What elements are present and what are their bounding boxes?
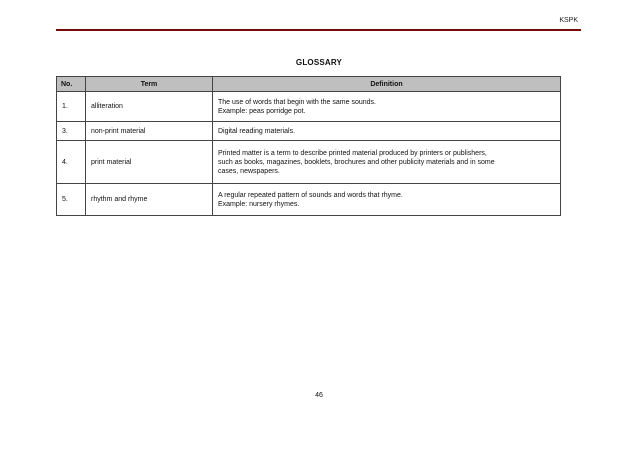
definition-line: A regular repeated pattern of sounds and words that rhyme. [218, 191, 403, 199]
header-rule [56, 29, 581, 31]
table-row [57, 92, 561, 122]
header-definition: Definition [213, 77, 561, 92]
glossary-table [56, 76, 561, 216]
header-term: Term [86, 77, 213, 92]
page-title: GLOSSARY [295, 58, 343, 67]
definition-line: The use of words that begin with the same sounds. [218, 98, 376, 106]
row-term: print material [86, 141, 213, 184]
row-definition [213, 92, 561, 122]
definition-line: cases, newspapers. [218, 167, 280, 175]
table-row [57, 141, 561, 184]
row-number: 4. [57, 141, 86, 184]
definition-line: Printed matter is a term to describe printed material produced by printers or publishers, [218, 149, 487, 157]
row-number: 3. [57, 122, 86, 141]
row-term: non-print material [86, 122, 213, 141]
definition-line: such as books, magazines, booklets, brochures and other publicity materials and in some [218, 158, 495, 166]
definition-line: Example: peas porridge pot. [218, 107, 306, 115]
row-term: alliteration [86, 92, 213, 122]
table-row [57, 122, 561, 141]
page-number: 46 [315, 392, 323, 399]
row-definition [213, 122, 561, 141]
header-code: KSPK [559, 17, 578, 24]
row-definition [213, 141, 561, 184]
table-row [57, 184, 561, 216]
header-no: No. [57, 77, 86, 92]
row-number: 5. [57, 184, 86, 216]
row-number: 1. [57, 92, 86, 122]
definition-line: Example: nursery rhymes. [218, 200, 300, 208]
table-header-row [57, 77, 561, 92]
definition-line: Digital reading materials. [218, 127, 296, 135]
row-definition [213, 184, 561, 216]
row-term: rhythm and rhyme [86, 184, 213, 216]
